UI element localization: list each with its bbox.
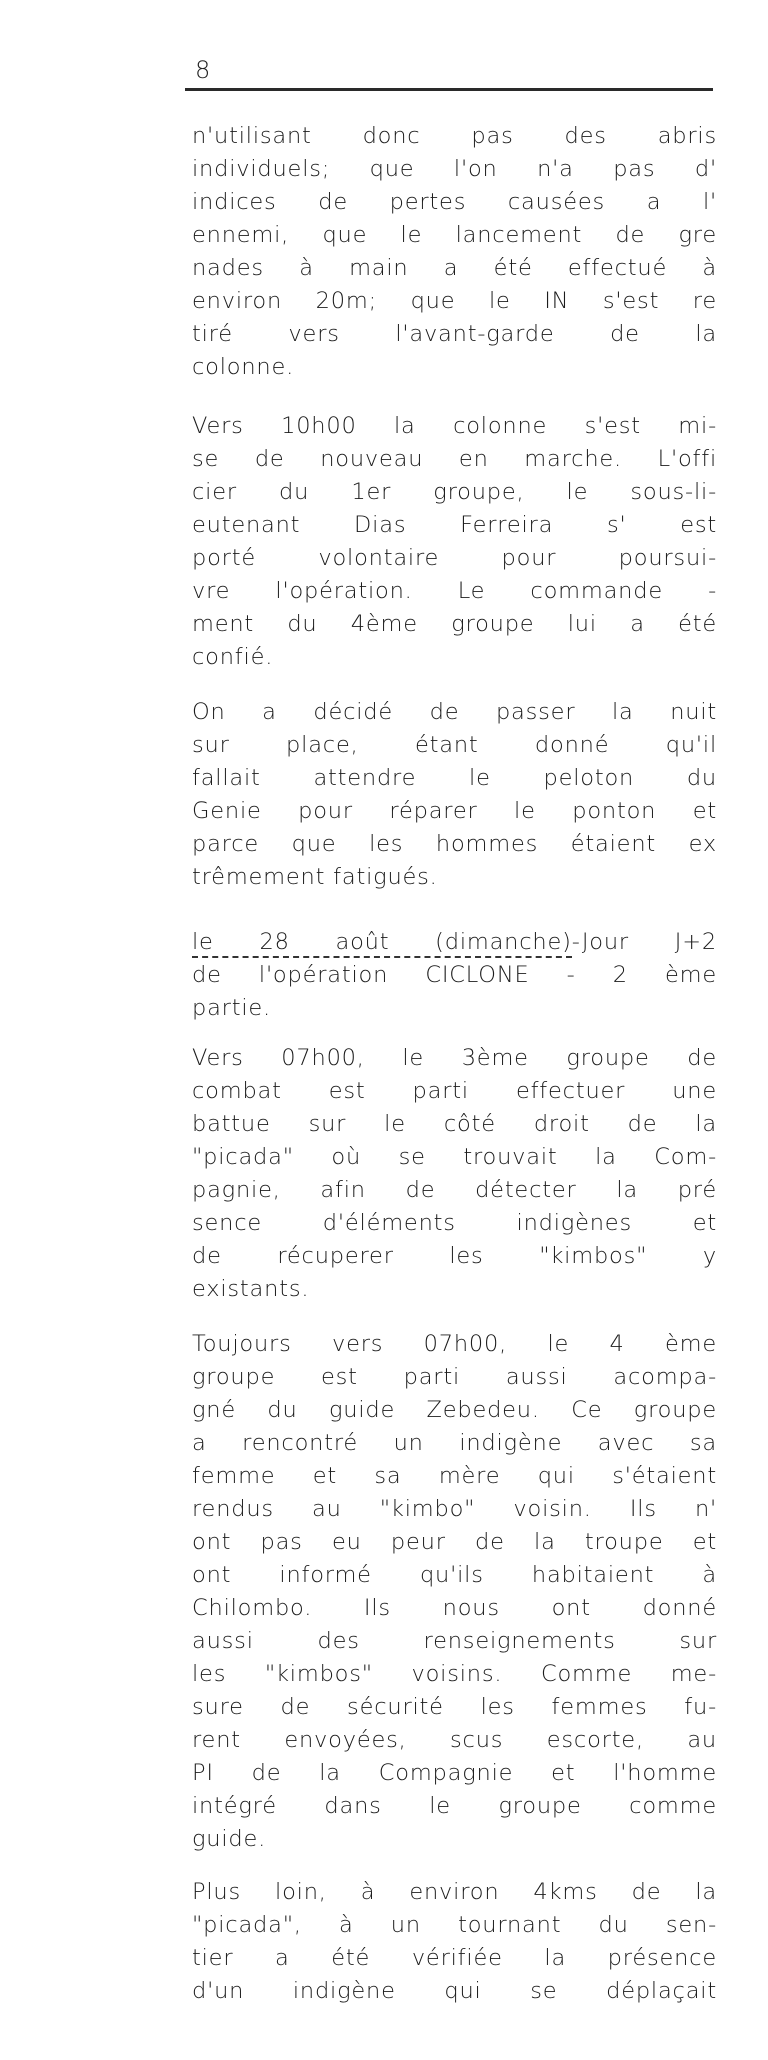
- text-line: femme et sa mère qui s'étaient: [192, 1463, 717, 1489]
- text-line: "picada" où se trouvait la Com-: [192, 1144, 717, 1170]
- text-line: individuels; que l'on n'a pas d': [192, 156, 717, 182]
- text-line: de l'opération CICLONE - 2 ème: [192, 962, 717, 988]
- text-line: se de nouveau en marche. L'offi: [192, 446, 717, 472]
- text-line: Vers 10h00 la colonne s'est mi-: [192, 413, 717, 439]
- text-line: Genie pour réparer le ponton et: [192, 798, 717, 824]
- text-line: parce que les hommes étaient ex: [192, 831, 717, 857]
- paragraph-4: [192, 1042, 717, 1306]
- text-line: partie.: [192, 995, 271, 1021]
- header-rule: [185, 88, 713, 91]
- text-line: ennemi, que le lancement de gre: [192, 222, 717, 248]
- text-line: indices de pertes causées a l': [192, 189, 717, 215]
- date-heading: [192, 926, 717, 1025]
- text-line: de récuperer les "kimbos" y: [192, 1243, 717, 1269]
- text-line: guide.: [192, 1826, 267, 1852]
- paragraph-3: [192, 696, 717, 894]
- text-line: sence d'éléments indigènes et: [192, 1210, 717, 1236]
- text-line: tier a été vérifiée la présence: [192, 1945, 717, 1971]
- text-line: sure de sécurité les femmes fu-: [192, 1694, 717, 1720]
- text-line: vre l'opération. Le commande -: [192, 578, 717, 604]
- date-heading-underlined: le 28 août (dimanche): [192, 929, 572, 958]
- text-line: colonne.: [192, 354, 295, 380]
- paragraph-5: [192, 1328, 717, 1856]
- text-line: cier du 1er groupe, le sous-li-: [192, 479, 717, 505]
- date-heading-line: [192, 926, 717, 959]
- text-line: rent envoyées, scus escorte, au: [192, 1727, 717, 1753]
- text-line: environ 20m; que le IN s'est re: [192, 288, 717, 314]
- text-line: a rencontré un indigène avec sa: [192, 1430, 717, 1456]
- text-line: ont informé qu'ils habitaient à: [192, 1562, 717, 1588]
- page-number: 8: [195, 56, 211, 84]
- text-line: Vers 07h00, le 3ème groupe de: [192, 1045, 717, 1071]
- text-line: Toujours vers 07h00, le 4 ème: [192, 1331, 717, 1357]
- text-line: confié.: [192, 644, 274, 670]
- paragraph-1: [192, 120, 717, 384]
- text-line: nades à main a été effectué à: [192, 255, 717, 281]
- text-line: Chilombo. Ils nous ont donné: [192, 1595, 717, 1621]
- text-line: ment du 4ème groupe lui a été: [192, 611, 717, 637]
- text-line: groupe est parti aussi acompa-: [192, 1364, 717, 1390]
- text-line: ont pas eu peur de la troupe et: [192, 1529, 717, 1555]
- text-line: d'un indigène qui se déplaçait: [192, 1978, 717, 2004]
- paragraph-6: [192, 1876, 717, 2008]
- text-line: trêmement fatigués.: [192, 864, 438, 890]
- text-line: On a décidé de passer la nuit: [192, 699, 717, 725]
- text-line: "picada", à un tournant du sen-: [192, 1912, 717, 1938]
- text-line: sur place, étant donné qu'il: [192, 732, 717, 758]
- text-line: aussi des renseignements sur: [192, 1628, 717, 1654]
- text-line: existants.: [192, 1276, 310, 1302]
- text-line: rendus au "kimbo" voisin. Ils n': [192, 1496, 717, 1522]
- text-line: pagnie, afin de détecter la pré: [192, 1177, 717, 1203]
- text-line: Plus loin, à environ 4kms de la: [192, 1879, 717, 1905]
- text-line: battue sur le côté droit de la: [192, 1111, 717, 1137]
- date-heading-rest: -Jour J+2: [571, 929, 717, 955]
- text-line: tiré vers l'avant-garde de la: [192, 321, 717, 347]
- text-line: gné du guide Zebedeu. Ce groupe: [192, 1397, 717, 1423]
- text-line: n'utilisant donc pas des abris: [192, 123, 717, 149]
- text-line: eutenant Dias Ferreira s' est: [192, 512, 717, 538]
- text-line: combat est parti effectuer une: [192, 1078, 717, 1104]
- text-line: les "kimbos" voisins. Comme me-: [192, 1661, 717, 1687]
- text-line: fallait attendre le peloton du: [192, 765, 717, 791]
- text-line: intégré dans le groupe comme: [192, 1793, 717, 1819]
- text-line: porté volontaire pour poursui-: [192, 545, 717, 571]
- text-line: PI de la Compagnie et l'homme: [192, 1760, 717, 1786]
- paragraph-2: [192, 410, 717, 674]
